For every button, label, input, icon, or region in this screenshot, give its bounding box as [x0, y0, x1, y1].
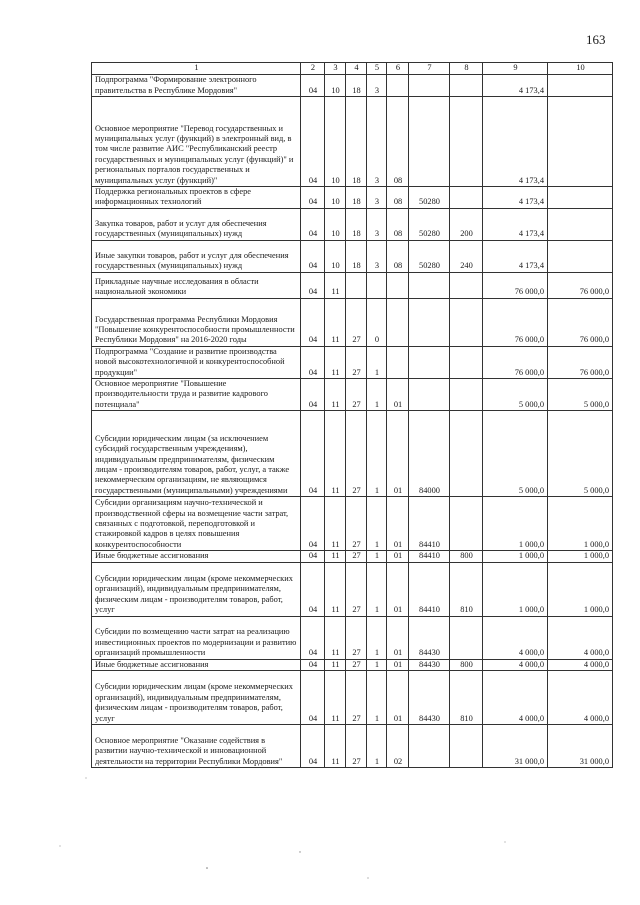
code-section-cell: 11 [325, 551, 346, 562]
code-subprogram-cell: 1 [367, 379, 387, 411]
code-section-cell: 11 [325, 411, 346, 497]
code-ministry-cell: 04 [301, 411, 325, 497]
row-name-cell: Основное мероприятие "Оказание содействия в развитии научно-технической и инновационной деятельности на территории Республики Мордовия" [92, 725, 301, 768]
amount-year-2-cell: 1 000,0 [548, 497, 613, 551]
amount-year-1-cell: 4 173,4 [483, 75, 548, 97]
code-direction-cell: 84410 [409, 497, 450, 551]
code-direction-cell: 50280 [409, 208, 450, 240]
page-number: 163 [586, 32, 606, 47]
code-event-cell [387, 272, 409, 298]
amount-year-1-cell: 4 000,0 [483, 659, 548, 670]
amount-year-1-cell: 4 173,4 [483, 187, 548, 209]
code-subprogram-cell [367, 272, 387, 298]
amount-year-1-cell: 4 000,0 [483, 671, 548, 725]
table-row [92, 497, 613, 551]
table-row [92, 616, 613, 659]
code-direction-cell [409, 298, 450, 346]
code-event-cell: 01 [387, 671, 409, 725]
code-event-cell: 08 [387, 240, 409, 272]
code-section-cell: 10 [325, 187, 346, 209]
amount-year-1-cell: 1 000,0 [483, 497, 548, 551]
amount-year-2-cell [548, 187, 613, 209]
code-section-cell: 11 [325, 616, 346, 659]
code-event-cell [387, 75, 409, 97]
code-section-cell: 11 [325, 671, 346, 725]
row-name-cell: Основное мероприятие "Повышение производительности труда и развитие кадрового потенциала" [92, 379, 301, 411]
amount-year-1-cell: 76 000,0 [483, 346, 548, 378]
amount-year-1-cell: 4 000,0 [483, 616, 548, 659]
amount-year-1-cell: 5 000,0 [483, 411, 548, 497]
code-direction-cell [409, 272, 450, 298]
code-ministry-cell: 04 [301, 551, 325, 562]
amount-year-2-cell: 4 000,0 [548, 659, 613, 670]
table-row [92, 346, 613, 378]
amount-year-2-cell [548, 75, 613, 97]
code-expense-type-cell [450, 298, 483, 346]
code-event-cell: 01 [387, 562, 409, 616]
code-ministry-cell: 04 [301, 97, 325, 187]
amount-year-2-cell: 1 000,0 [548, 562, 613, 616]
code-subprogram-cell: 1 [367, 659, 387, 670]
code-event-cell [387, 298, 409, 346]
amount-year-1-cell: 4 173,4 [483, 240, 548, 272]
amount-year-2-cell: 5 000,0 [548, 411, 613, 497]
code-event-cell: 08 [387, 97, 409, 187]
table-row [92, 240, 613, 272]
code-direction-cell: 84000 [409, 411, 450, 497]
code-expense-type-cell [450, 97, 483, 187]
code-event-cell: 01 [387, 659, 409, 670]
code-subprogram-cell: 1 [367, 497, 387, 551]
row-name-cell: Подпрограмма "Создание и развитие производства новой высокотехнологичной и конкурентоспособной продукции" [92, 346, 301, 378]
code-subsection-cell: 27 [346, 725, 367, 768]
header-cell: 2 [301, 63, 325, 75]
code-subsection-cell: 18 [346, 240, 367, 272]
row-name-cell: Субсидии организациям научно-технической и производственной сферы на возмещение части затрат, связанных с подготовкой, переподготовкой и стажировкой кадров в целях повышения конкурентоспособности [92, 497, 301, 551]
row-name-cell: Основное мероприятие "Перевод государственных и муниципальных услуг (функций) в электронный вид, в том числе развитие АИС "Республиканский реестр государственных и муниципальных услуг (функций)" и региональных порталов государственных и муниципальных услуг (функций)" [92, 97, 301, 187]
table-row [92, 97, 613, 187]
code-section-cell: 10 [325, 97, 346, 187]
amount-year-1-cell: 31 000,0 [483, 725, 548, 768]
budget-table [91, 62, 613, 768]
amount-year-2-cell [548, 97, 613, 187]
code-section-cell: 11 [325, 346, 346, 378]
code-expense-type-cell [450, 272, 483, 298]
code-subsection-cell: 27 [346, 411, 367, 497]
code-subprogram-cell: 1 [367, 616, 387, 659]
header-cell: 3 [325, 63, 346, 75]
header-cell: 9 [483, 63, 548, 75]
code-direction-cell [409, 97, 450, 187]
table-row [92, 75, 613, 97]
code-ministry-cell: 04 [301, 208, 325, 240]
code-subprogram-cell: 3 [367, 240, 387, 272]
code-subprogram-cell: 0 [367, 298, 387, 346]
code-ministry-cell: 04 [301, 346, 325, 378]
code-subsection-cell: 18 [346, 75, 367, 97]
code-direction-cell: 84430 [409, 616, 450, 659]
table-row [92, 659, 613, 670]
code-subprogram-cell: 1 [367, 562, 387, 616]
code-subprogram-cell: 1 [367, 411, 387, 497]
code-subsection-cell: 27 [346, 551, 367, 562]
amount-year-1-cell: 1 000,0 [483, 562, 548, 616]
code-event-cell: 01 [387, 616, 409, 659]
code-expense-type-cell [450, 379, 483, 411]
code-event-cell: 01 [387, 379, 409, 411]
code-expense-type-cell [450, 497, 483, 551]
code-subsection-cell [346, 272, 367, 298]
code-event-cell: 08 [387, 208, 409, 240]
code-section-cell: 11 [325, 725, 346, 768]
code-ministry-cell: 04 [301, 497, 325, 551]
row-name-cell: Субсидии юридическим лицам (кроме некоммерческих организаций), индивидуальным предпринимателям, физическим лицам - производителям товаров, работ, услуг [92, 671, 301, 725]
header-cell: 1 [92, 63, 301, 75]
code-ministry-cell: 04 [301, 187, 325, 209]
table-row [92, 298, 613, 346]
table-row [92, 379, 613, 411]
code-subprogram-cell: 1 [367, 725, 387, 768]
code-event-cell: 01 [387, 411, 409, 497]
row-name-cell: Иные бюджетные ассигнования [92, 659, 301, 670]
code-expense-type-cell [450, 725, 483, 768]
amount-year-2-cell: 76 000,0 [548, 346, 613, 378]
code-subsection-cell: 27 [346, 298, 367, 346]
amount-year-1-cell: 76 000,0 [483, 298, 548, 346]
amount-year-1-cell: 4 173,4 [483, 208, 548, 240]
row-name-cell: Субсидии юридическим лицам (кроме некоммерческих организаций), индивидуальным предпринимателям, физическим лицам - производителям товаров, работ, услуг [92, 562, 301, 616]
code-subprogram-cell: 3 [367, 187, 387, 209]
code-ministry-cell: 04 [301, 671, 325, 725]
code-section-cell: 10 [325, 240, 346, 272]
row-name-cell: Прикладные научные исследования в области национальной экономики [92, 272, 301, 298]
amount-year-1-cell: 1 000,0 [483, 551, 548, 562]
amount-year-2-cell: 1 000,0 [548, 551, 613, 562]
code-section-cell: 11 [325, 562, 346, 616]
code-section-cell: 11 [325, 272, 346, 298]
table-row [92, 551, 613, 562]
code-subprogram-cell: 3 [367, 75, 387, 97]
code-direction-cell: 84430 [409, 659, 450, 670]
code-section-cell: 11 [325, 379, 346, 411]
code-event-cell: 02 [387, 725, 409, 768]
row-name-cell: Закупка товаров, работ и услуг для обеспечения государственных (муниципальных) нужд [92, 208, 301, 240]
header-cell: 4 [346, 63, 367, 75]
code-subprogram-cell: 1 [367, 346, 387, 378]
row-name-cell: Субсидии по возмещению части затрат на реализацию инвестиционных проектов по модернизации и развитию организаций промышленности [92, 616, 301, 659]
code-direction-cell: 84410 [409, 562, 450, 616]
row-name-cell: Подпрограмма "Формирование электронного правительства в Республике Мордовия" [92, 75, 301, 97]
header-cell: 5 [367, 63, 387, 75]
table-row [92, 187, 613, 209]
code-section-cell: 10 [325, 208, 346, 240]
code-ministry-cell: 04 [301, 659, 325, 670]
amount-year-2-cell [548, 208, 613, 240]
code-subsection-cell: 18 [346, 208, 367, 240]
code-event-cell: 01 [387, 497, 409, 551]
code-ministry-cell: 04 [301, 298, 325, 346]
header-cell: 10 [548, 63, 613, 75]
code-expense-type-cell [450, 187, 483, 209]
code-subsection-cell: 18 [346, 97, 367, 187]
table-row [92, 208, 613, 240]
code-ministry-cell: 04 [301, 379, 325, 411]
code-subsection-cell: 27 [346, 659, 367, 670]
amount-year-2-cell: 5 000,0 [548, 379, 613, 411]
code-subsection-cell: 18 [346, 187, 367, 209]
code-direction-cell: 50280 [409, 187, 450, 209]
code-subprogram-cell: 3 [367, 208, 387, 240]
code-expense-type-cell: 240 [450, 240, 483, 272]
code-section-cell: 11 [325, 659, 346, 670]
code-direction-cell [409, 725, 450, 768]
code-ministry-cell: 04 [301, 616, 325, 659]
code-ministry-cell: 04 [301, 562, 325, 616]
row-name-cell: Иные бюджетные ассигнования [92, 551, 301, 562]
code-subprogram-cell: 1 [367, 671, 387, 725]
code-expense-type-cell: 810 [450, 671, 483, 725]
code-ministry-cell: 04 [301, 75, 325, 97]
code-direction-cell [409, 379, 450, 411]
amount-year-2-cell: 4 000,0 [548, 671, 613, 725]
code-direction-cell: 50280 [409, 240, 450, 272]
table-row [92, 725, 613, 768]
code-expense-type-cell [450, 346, 483, 378]
code-subprogram-cell: 3 [367, 97, 387, 187]
code-subsection-cell: 27 [346, 671, 367, 725]
code-direction-cell [409, 75, 450, 97]
code-expense-type-cell [450, 411, 483, 497]
header-cell: 6 [387, 63, 409, 75]
code-expense-type-cell: 800 [450, 551, 483, 562]
code-section-cell: 11 [325, 497, 346, 551]
amount-year-2-cell [548, 240, 613, 272]
code-subsection-cell: 27 [346, 346, 367, 378]
code-ministry-cell: 04 [301, 240, 325, 272]
header-cell: 7 [409, 63, 450, 75]
row-name-cell: Государственная программа Республики Мордовия "Повышение конкурентоспособности промышленности Республики Мордовия" на 2016-2020 годы [92, 298, 301, 346]
code-subsection-cell: 27 [346, 616, 367, 659]
code-section-cell: 10 [325, 75, 346, 97]
code-ministry-cell: 04 [301, 272, 325, 298]
table-row [92, 272, 613, 298]
code-expense-type-cell [450, 75, 483, 97]
code-subsection-cell: 27 [346, 562, 367, 616]
amount-year-1-cell: 4 173,4 [483, 97, 548, 187]
code-expense-type-cell: 800 [450, 659, 483, 670]
code-section-cell: 11 [325, 298, 346, 346]
code-event-cell [387, 346, 409, 378]
amount-year-1-cell: 76 000,0 [483, 272, 548, 298]
table-row [92, 411, 613, 497]
code-direction-cell [409, 346, 450, 378]
table-row [92, 671, 613, 725]
amount-year-2-cell: 31 000,0 [548, 725, 613, 768]
code-subprogram-cell: 1 [367, 551, 387, 562]
amount-year-2-cell: 4 000,0 [548, 616, 613, 659]
header-cell: 8 [450, 63, 483, 75]
row-name-cell: Субсидии юридическим лицам (за исключением субсидий государственным учреждениям), индивидуальным предпринимателям, физическим лицам - производителям товаров, работ, услуг, а также некоммерческим организациям, не являющимся государственными (муниципальными) учреждениями [92, 411, 301, 497]
table-row [92, 562, 613, 616]
code-direction-cell: 84410 [409, 551, 450, 562]
code-event-cell: 08 [387, 187, 409, 209]
code-subsection-cell: 27 [346, 379, 367, 411]
code-subsection-cell: 27 [346, 497, 367, 551]
code-event-cell: 01 [387, 551, 409, 562]
code-expense-type-cell [450, 616, 483, 659]
header-row [92, 63, 613, 75]
code-ministry-cell: 04 [301, 725, 325, 768]
code-expense-type-cell: 200 [450, 208, 483, 240]
row-name-cell: Иные закупки товаров, работ и услуг для обеспечения государственных (муниципальных) нужд [92, 240, 301, 272]
amount-year-2-cell: 76 000,0 [548, 272, 613, 298]
code-expense-type-cell: 810 [450, 562, 483, 616]
amount-year-2-cell: 76 000,0 [548, 298, 613, 346]
amount-year-1-cell: 5 000,0 [483, 379, 548, 411]
code-direction-cell: 84430 [409, 671, 450, 725]
row-name-cell: Поддержка региональных проектов в сфере информационных технологий [92, 187, 301, 209]
